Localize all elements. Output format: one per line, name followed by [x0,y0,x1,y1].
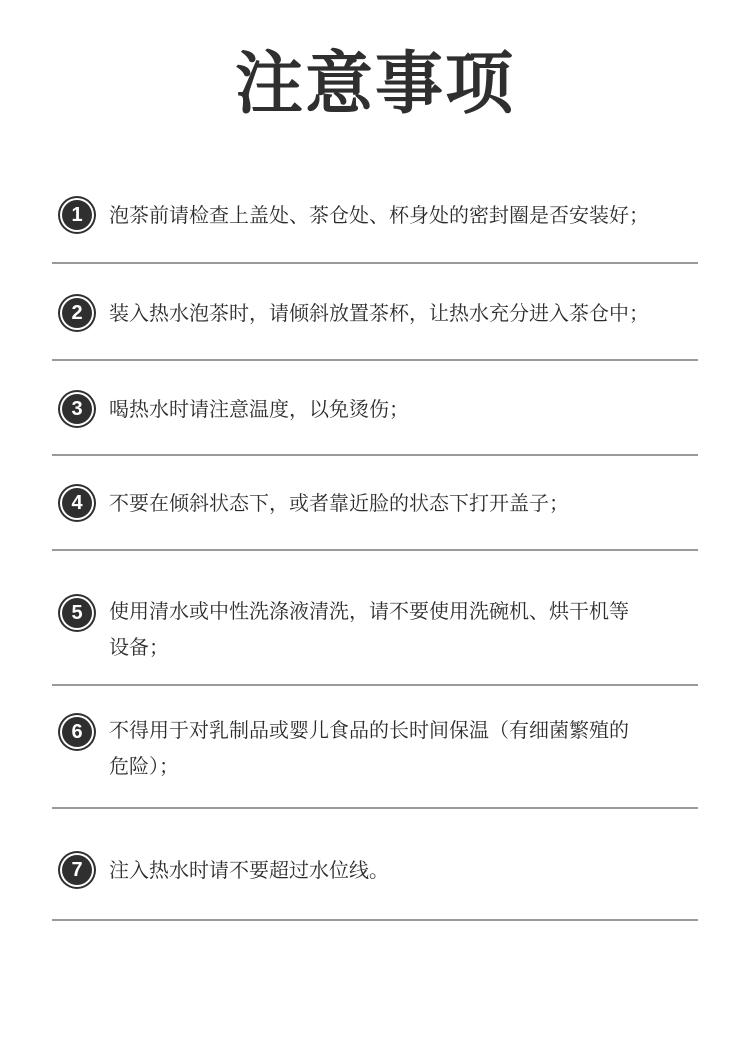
notice-item-6 [52,686,698,809]
number-7-badge-icon: 7 [62,855,92,885]
notice-text-2: 装入热水泡茶时，请倾斜放置茶杯，让热水充分进入茶仓中； [109,301,649,325]
number-3-badge-icon: 3 [62,394,92,424]
notice-text-7: 注入热水时请不要超过水位线。 [109,858,389,882]
notice-text-6: 不得用于对乳制品或婴儿食品的长时间保温（有细菌繁殖的 危险）； [109,718,629,778]
notice-item-3 [52,361,698,456]
notice-item-7 [52,809,698,921]
number-1-badge-icon: 1 [62,200,92,230]
number-2-badge-icon: 2 [62,298,92,328]
notice-item-1 [52,165,698,264]
notice-item-4 [52,456,698,551]
notice-item-2 [52,264,698,361]
notice-text-5: 使用清水或中性洗涤液清洗，请不要使用洗碗机、烘干机等 设备； [109,599,629,659]
number-5-badge-icon: 5 [62,598,92,628]
number-6-badge-icon: 6 [62,717,92,747]
notice-item-5 [52,551,698,686]
page-title: 注意事项 [234,45,515,124]
notice-text-4: 不要在倾斜状态下，或者靠近脸的状态下打开盖子； [109,491,569,515]
number-4-badge-icon: 4 [62,488,92,518]
notice-text-1: 泡茶前请检查上盖处、茶仓处、杯身处的密封圈是否安装好； [109,203,649,227]
notice-text-3: 喝热水时请注意温度，以免烫伤； [109,397,409,421]
